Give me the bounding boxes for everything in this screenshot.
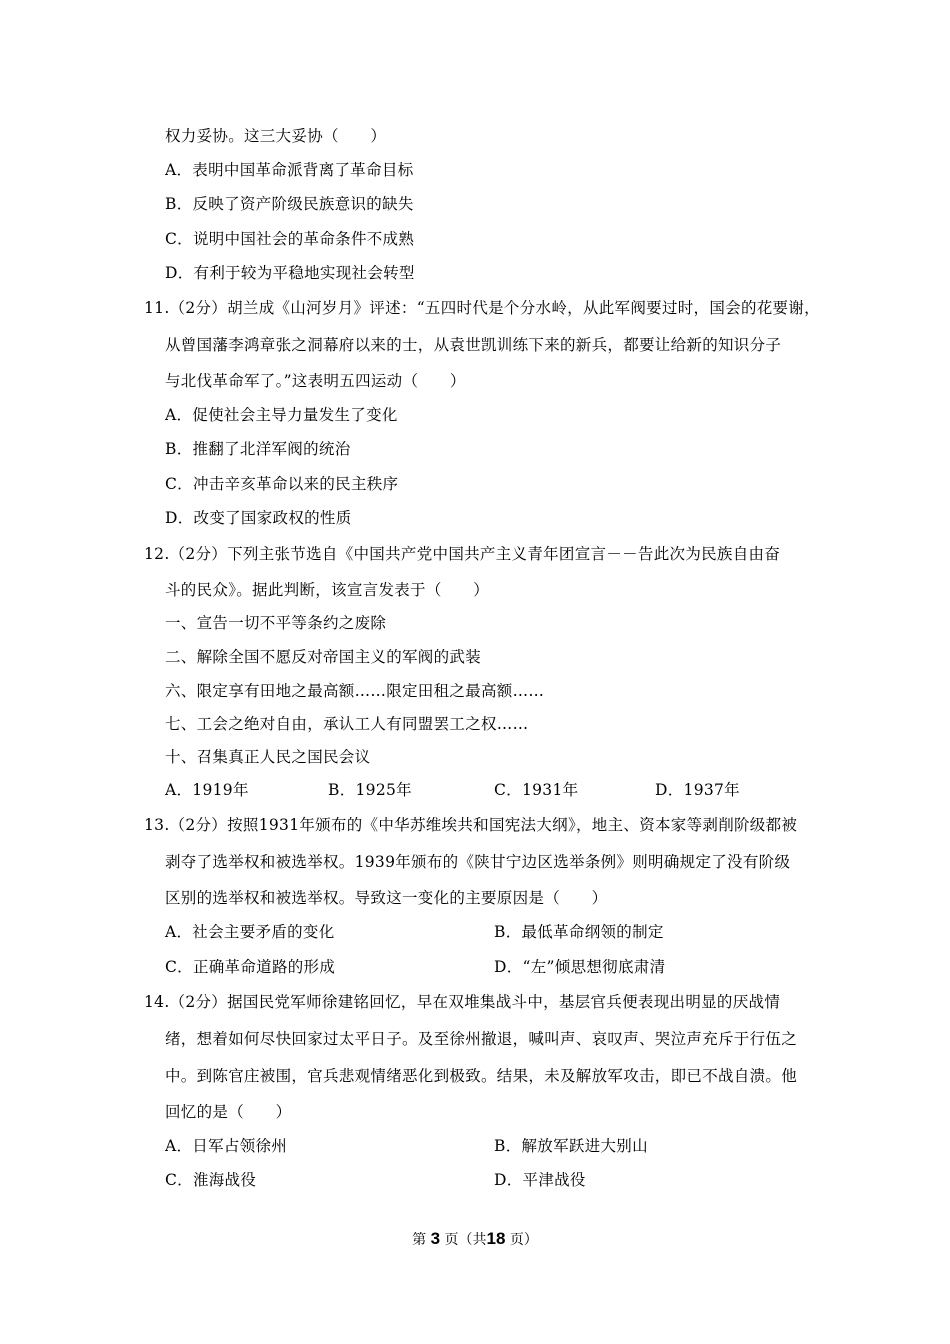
question-11-option-b: B．推翻了北洋军阀的统治 (165, 440, 351, 458)
question-11-option-c: C．冲击辛亥革命以来的民主秩序 (165, 475, 399, 493)
question-13-option-c: C．正确革命道路的形成 (165, 958, 336, 976)
question-14-stem-line: 中。到陈官庄被围，官兵悲观情绪恶化到极致。结果，未及解放军攻击，即已不战自溃。他 (165, 1067, 798, 1085)
question-13-stem-line: 13.（2分）按照1931年颁布的《中华苏维埃共和国宪法大纲》，地主、资本家等剥削阶级都被 (144, 816, 798, 834)
question-12-stem-line: 12.（2分）下列主张节选自《中国共产党中国共产主义青年团宣言－－告此次为民族自由奋 (144, 545, 781, 563)
question-13-option-b: B．最低革命纲领的制定 (494, 923, 664, 941)
question-10-option-c: C．说明中国社会的革命条件不成熟 (165, 230, 415, 248)
question-12-option-d: D．1937年 (655, 781, 740, 799)
question-13-option-d: D．“左”倾思想彻底肃清 (494, 958, 666, 976)
question-12-item: 二、解除全国不愿反对帝国主义的军阀的武装 (165, 648, 482, 666)
question-14-option-b: B．解放军跃进大别山 (494, 1137, 648, 1155)
question-14-option-a: A．日军占领徐州 (165, 1137, 288, 1155)
question-11-stem-line: 与北伐革命军了。”这表明五四运动（ ） (165, 372, 466, 390)
question-12-item: 一、宣告一切不平等条约之废除 (165, 614, 387, 632)
question-13-stem-line: 区别的选举权和被选举权。导致这一变化的主要原因是（ ） (165, 889, 608, 907)
question-10-option-a: A．表明中国革命派背离了革命目标 (165, 161, 414, 179)
question-10-option-b: B．反映了资产阶级民族意识的缺失 (165, 195, 414, 213)
question-12-item: 七、工会之绝对自由，承认工人有同盟罢工之权…… (165, 715, 529, 733)
question-10-stem-end: 权力妥协。这三大妥协（ ） (165, 127, 387, 145)
question-14-stem-line: 14.（2分）据国民党军师徐建铭回忆，早在双堆集战斗中，基层官兵便表现出明显的厌战情 (144, 993, 781, 1011)
question-12-option-b: B．1925年 (328, 781, 412, 799)
question-12-option-c: C．1931年 (494, 781, 579, 799)
total-pages: 18 (486, 1229, 506, 1248)
page-footer (0, 1229, 950, 1250)
question-12-item: 十、召集真正人民之国民会议 (165, 748, 371, 766)
question-12-option-a: A．1919年 (165, 781, 249, 799)
question-14-stem-line: 绪，想着如何尽快回家过太平日子。及至徐州撤退，喊叫声、哀叹声、哭泣声充斥于行伍之 (165, 1030, 798, 1048)
question-14-stem-line: 回忆的是（ ） (165, 1103, 292, 1121)
footer-suffix: 页） (509, 1232, 538, 1248)
question-13-stem-line: 剥夺了选举权和被选举权。1939年颁布的《陕甘宁边区选举条例》则明确规定了没有阶级 (165, 853, 791, 871)
footer-middle: 页（共 (444, 1232, 487, 1248)
question-10-option-d: D．有利于较为平稳地实现社会转型 (165, 264, 415, 282)
question-13-option-a: A．社会主要矛盾的变化 (165, 923, 335, 941)
question-11-stem-line: 从曾国藩李鸿章张之洞幕府以来的士，从袁世凯训练下来的新兵，都要让给新的知识分子 (165, 336, 782, 354)
question-11-stem-line: 11.（2分）胡兰成《山河岁月》评述：“五四时代是个分水岭，从此军阀要过时，国会的花要谢， (144, 299, 820, 317)
question-12-stem-line: 斗的民众》。据此判断，该宣言发表于（ ） (165, 581, 490, 599)
footer-prefix: 第 (412, 1232, 427, 1248)
question-12-item: 六、限定享有田地之最高额……限定田租之最高额…… (165, 682, 545, 700)
page-number: 3 (430, 1229, 441, 1248)
question-14-option-d: D．平津战役 (494, 1171, 586, 1189)
question-11-option-d: D．改变了国家政权的性质 (165, 509, 352, 527)
question-14-option-c: C．淮海战役 (165, 1171, 257, 1189)
question-11-option-a: A．促使社会主导力量发生了变化 (165, 406, 398, 424)
